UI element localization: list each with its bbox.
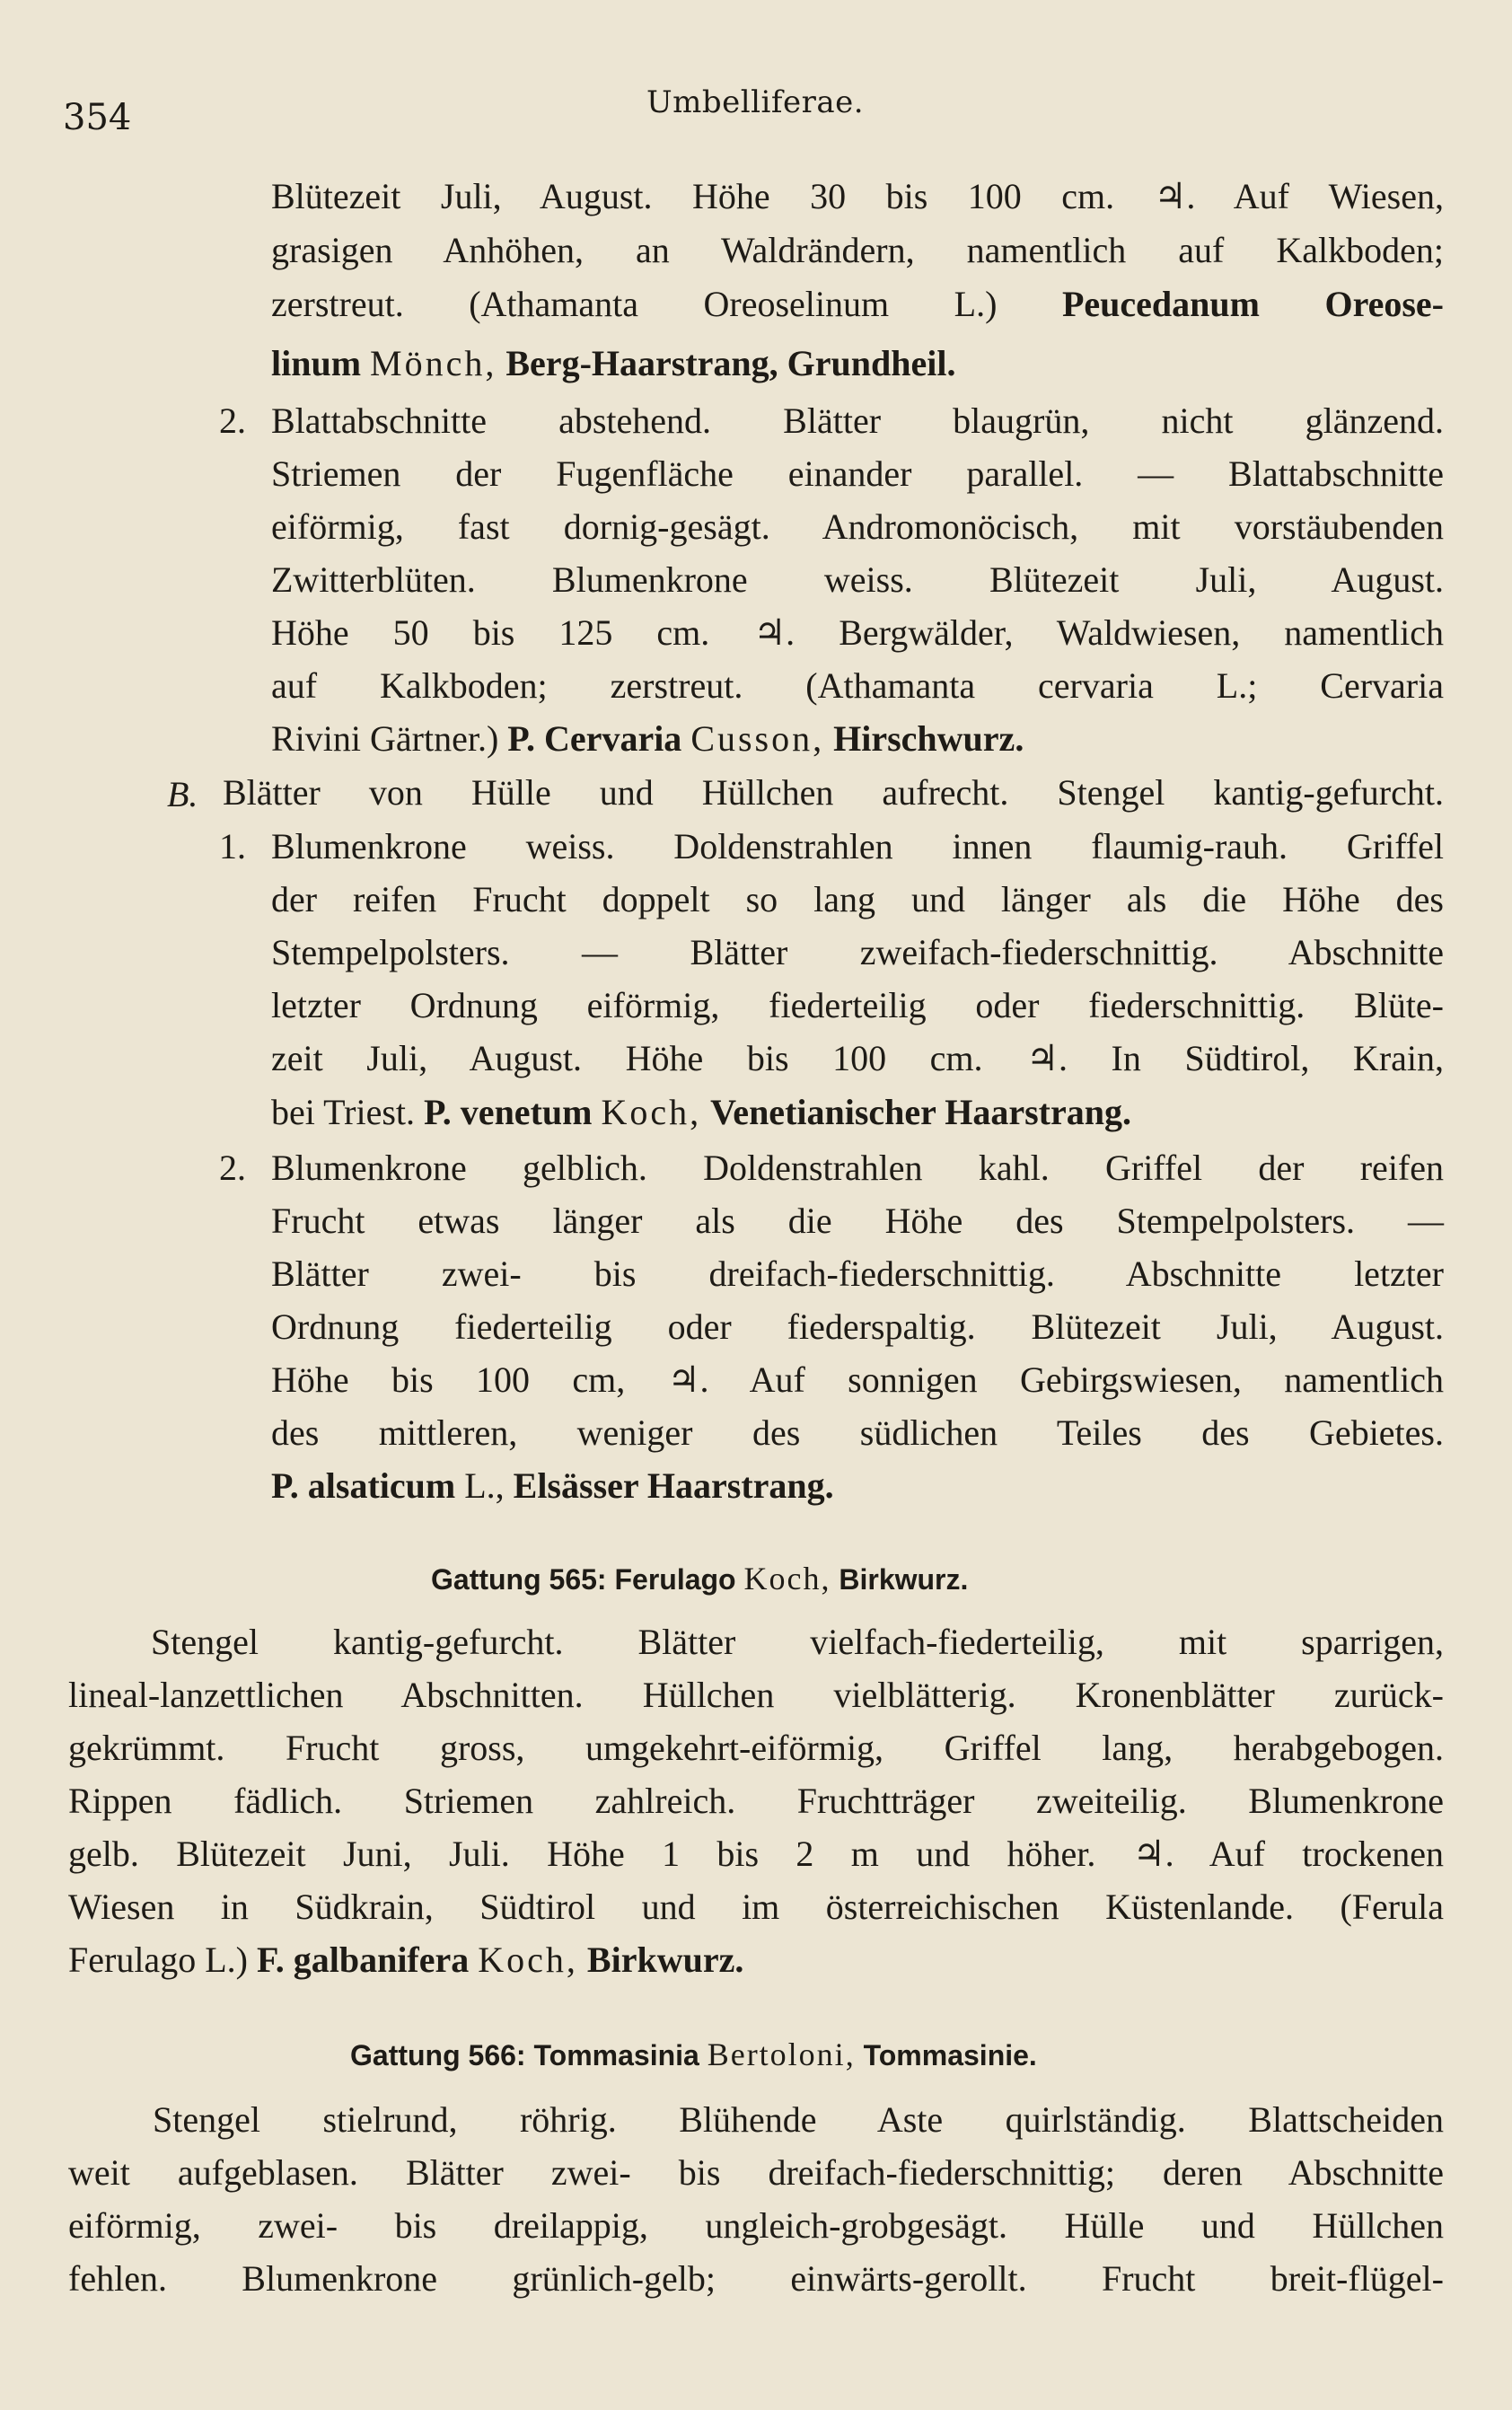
text-line: letzter Ordnung eiförmig, fiederteilig oder fiederschnittig. Blüte- [271, 985, 1444, 1025]
author-name: Koch, [743, 1561, 831, 1596]
common-name: Elsässer Haarstrang. [513, 1465, 834, 1506]
common-name: Tommasinie. [863, 2039, 1037, 2071]
item-number: 2. [219, 1148, 246, 1188]
author-name: Koch, [601, 1092, 702, 1132]
text-line: Ordnung fiederteilig oder fiederspaltig. Blütezeit Juli, August. [271, 1306, 1444, 1347]
text-span: Ferulago L.) [68, 1939, 248, 1980]
text-line: grasigen Anhöhen, an Waldrändern, namentlich auf Kalkboden; [271, 230, 1444, 270]
common-name: Venetianischer Haarstrang. [710, 1092, 1131, 1132]
genus-heading [350, 2036, 1037, 2073]
section-label: B. [167, 774, 198, 814]
item-number: 2. [219, 400, 246, 441]
text-span: zerstreut. (Athamanta Oreoselinum L.) [271, 284, 998, 324]
text-line: Blütezeit Juli, August. Höhe 30 bis 100 cm. ♃. Auf Wiesen, [271, 176, 1444, 216]
text-line: eiförmig, zwei- bis dreilappig, ungleich-grobgesägt. Hülle und Hüllchen [68, 2205, 1444, 2246]
author-name: Bertoloni, [707, 2036, 856, 2072]
text-line [271, 1465, 834, 1507]
genus-title: Gattung 565: Ferulago [431, 1563, 736, 1596]
species-name: P. alsaticum [271, 1465, 456, 1506]
item-number: 1. [219, 826, 246, 866]
page-number: 354 [63, 97, 132, 138]
text-line: Blätter von Hülle und Hüllchen aufrecht. Stengel kantig-gefurcht. [223, 772, 1444, 813]
text-line: Rippen fädlich. Striemen zahlreich. Fruchtträger zweiteilig. Blumenkrone [68, 1781, 1444, 1821]
common-name: Birkwurz. [839, 1563, 969, 1596]
text-line: Stempelpolsters. — Blätter zweifach-fiederschnittig. Abschnitte [271, 932, 1444, 972]
author-name: L., [464, 1465, 505, 1506]
text-line [271, 343, 955, 384]
text-line: Höhe 50 bis 125 cm. ♃. Bergwälder, Waldwiesen, namentlich [271, 612, 1444, 653]
text-line [271, 718, 1024, 760]
text-line: der reifen Frucht doppelt so lang und länger als die Höhe des [271, 879, 1444, 919]
text-line: Frucht etwas länger als die Höhe des Stempelpolsters. — [271, 1201, 1444, 1241]
common-name: Berg-Haarstrang, Grundheil. [505, 343, 956, 383]
common-name: Birkwurz. [586, 1939, 744, 1980]
text-line [271, 1092, 1131, 1133]
author-name: Koch, [478, 1939, 578, 1980]
text-line: Blumenkrone gelblich. Doldenstrahlen kahl. Griffel der reifen [271, 1148, 1444, 1188]
text-line: zeit Juli, August. Höhe bis 100 cm. ♃. In Südtirol, Krain, [271, 1038, 1444, 1078]
common-name: Hirschwurz. [833, 718, 1024, 759]
text-span: Rivini Gärtner.) [271, 718, 499, 759]
text-line: Blumenkrone weiss. Doldenstrahlen innen flaumig-rauh. Griffel [271, 826, 1444, 866]
text-line: auf Kalkboden; zerstreut. (Athamanta cervaria L.; Cervaria [271, 665, 1444, 706]
genus-title: Gattung 566: Tommasinia [350, 2039, 699, 2071]
species-name: linum [271, 343, 362, 383]
species-name: P. Cervaria [507, 718, 682, 759]
text-line: Zwitterblüten. Blumenkrone weiss. Blütezeit Juli, August. [271, 559, 1444, 600]
text-line: Striemen der Fugenfläche einander parallel. — Blattabschnitte [271, 453, 1444, 494]
text-line: weit aufgeblasen. Blätter zwei- bis dreifach-fiederschnittig; deren Abschnitte [68, 2152, 1444, 2193]
species-name: F. galbanifera [256, 1939, 470, 1980]
text-line: Höhe bis 100 cm, ♃. Auf sonnigen Gebirgswiesen, namentlich [271, 1359, 1444, 1400]
text-line [271, 284, 1444, 325]
text-line: Blattabschnitte abstehend. Blätter blaugrün, nicht glänzend. [271, 400, 1444, 441]
text-line: gekrümmt. Frucht gross, umgekehrt-eiförmig, Griffel lang, herabgebogen. [68, 1728, 1444, 1768]
text-span: bei Triest. [271, 1092, 416, 1132]
text-line: Wiesen in Südkrain, Südtirol und im österreichischen Küstenlande. (Ferula [68, 1887, 1444, 1927]
text-line: des mittleren, weniger des südlichen Teiles des Gebietes. [271, 1412, 1444, 1453]
author-name: Mönch, [370, 343, 497, 383]
text-line: eiförmig, fast dornig-gesägt. Andromonöcisch, mit vorstäubenden [271, 506, 1444, 547]
text-line: lineal-lanzettlichen Abschnitten. Hüllchen vielblätterig. Kronenblätter zurück- [68, 1675, 1444, 1715]
running-title: Umbelliferae. [646, 84, 865, 120]
species-name: P. venetum [424, 1092, 593, 1132]
text-line: Stengel kantig-gefurcht. Blätter vielfach-fiederteilig, mit sparrigen, [151, 1622, 1444, 1662]
text-line: fehlen. Blumenkrone grünlich-gelb; einwärts-gerollt. Frucht breit-flügel- [68, 2258, 1444, 2299]
species-name: Peucedanum Oreose- [1061, 284, 1444, 324]
genus-heading [431, 1561, 968, 1597]
text-line: Blätter zwei- bis dreifach-fiederschnittig. Abschnitte letzter [271, 1253, 1444, 1294]
text-line: gelb. Blütezeit Juni, Juli. Höhe 1 bis 2 m und höher. ♃. Auf trockenen [68, 1834, 1444, 1874]
text-line [68, 1939, 743, 1981]
text-line: Stengel stielrund, röhrig. Blühende Aste quirlständig. Blattscheiden [153, 2099, 1444, 2140]
author-name: Cusson, [690, 718, 825, 759]
